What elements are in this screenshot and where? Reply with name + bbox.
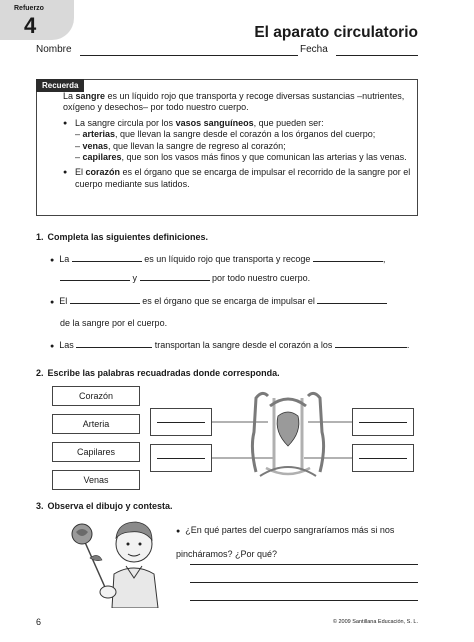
tab-label: Refuerzo — [14, 5, 44, 12]
blank-sangre[interactable] — [72, 254, 142, 262]
blank-recorrido[interactable] — [317, 296, 387, 304]
page-title: El aparato circulatorio — [254, 24, 418, 41]
circulatory-diagram — [150, 388, 420, 482]
answer-line-2[interactable] — [190, 582, 418, 583]
fecha-line[interactable] — [336, 55, 418, 56]
recuerda-dash-arterias: – arterias, que llevan la sangre desde el corazón a los órganos del cuerpo; — [75, 129, 376, 140]
question-3-prompt: ● ¿En qué partes del cuerpo sangraríamos más si nos pincháramos? ¿Por qué? — [176, 525, 395, 559]
definition-line-4: de la sangre por el cuerpo. — [60, 318, 168, 328]
question-1-title: 1. Completa las siguientes definiciones. — [36, 232, 209, 242]
name-date-row — [36, 44, 418, 58]
answer-line-3[interactable] — [190, 600, 418, 601]
word-box-arteria: Arteria — [52, 414, 140, 434]
definition-line-2: y por todo nuestro cuerpo. — [60, 273, 310, 283]
fecha-label: Fecha — [300, 44, 328, 55]
word-box-capilares: Capilares — [52, 442, 140, 462]
recuerda-paragraph-1: La sangre es un líquido rojo que transporta y recoge diversas sustancias –nutrientes, oxígeno y desechos– por todo nuestro cuerpo. — [63, 91, 405, 113]
blank-organos[interactable] — [335, 340, 407, 348]
worksheet-tab — [0, 0, 74, 40]
recuerda-dash-venas: – venas, que llevan la sangre de regreso al corazón; — [75, 140, 286, 151]
definition-line-1: ● La es un líquido rojo que transporta y recoge , — [50, 254, 386, 264]
boy-with-rose-illustration — [56, 514, 166, 608]
definition-line-3: ● El es el órgano que se encarga de impulsar el — [50, 296, 387, 306]
nombre-line[interactable] — [80, 55, 298, 56]
heart-vessels-illustration — [150, 388, 420, 482]
nombre-label: Nombre — [36, 44, 72, 55]
blank-sustancia-3[interactable] — [140, 273, 210, 281]
definition-line-5: ● Las transportan la sangre desde el corazón a los . — [50, 340, 410, 350]
blank-arterias[interactable] — [76, 340, 152, 348]
question-2-title: 2. Escribe las palabras recuadradas donde corresponda. — [36, 368, 280, 378]
blank-sustancia-1[interactable] — [313, 254, 383, 262]
blank-corazon[interactable] — [70, 296, 140, 304]
recuerda-body — [63, 91, 413, 190]
recuerda-bullet-corazon: ● El corazón es el órgano que se encarga de impulsar el recorrido de la sangre por el cuerpo mediante sus latidos. — [63, 167, 413, 190]
copyright: © 2009 Santillana Educación, S. L. — [332, 619, 418, 625]
recuerda-box — [36, 79, 418, 216]
recuerda-tag: Recuerda — [36, 79, 84, 92]
word-box-venas: Venas — [52, 470, 140, 490]
word-box-corazon: Corazón — [52, 386, 140, 406]
question-3-title: 3. Observa el dibujo y contesta. — [36, 501, 173, 511]
page-number: 6 — [36, 617, 42, 627]
recuerda-dash-capilares: – capilares, que son los vasos más finos y que comunican las arterias y las venas. — [75, 152, 407, 163]
tab-number: 4 — [24, 13, 37, 38]
answer-line-1[interactable] — [190, 564, 418, 565]
blank-sustancia-2[interactable] — [60, 273, 130, 281]
recuerda-bullet-vasos: ● La sangre circula por los vasos sanguíneos, que pueden ser: — [63, 118, 413, 129]
